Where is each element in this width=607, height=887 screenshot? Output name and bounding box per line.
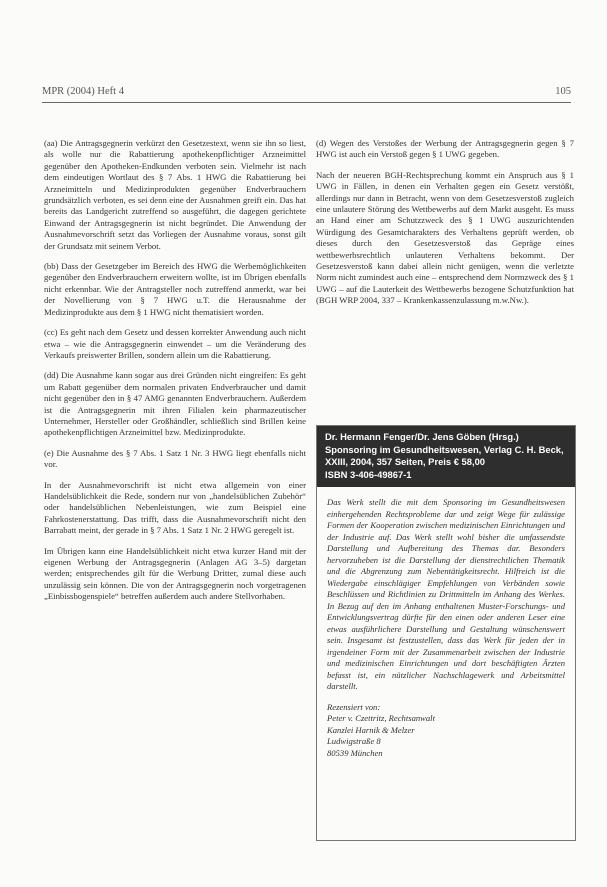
page-number: 105 [555, 86, 571, 97]
page-header [42, 86, 571, 100]
review-text: Das Werk stellt die mit dem Sponsoring im Gesundheitswesen einhergehenden Rechtsprobleme dar und zeigt Wege für zulässige Formen der Kooperation zwischen medizinischen Einrichtungen und der Industrie auf. Das Werk stellt wohl bisher die umfassendste Darstellung und Aufbereitung des Themas dar. Besonders hervorzuheben ist die Darstellung der dienstrechtlichen Thematik und die Abgrenzung zum Nebentätigkeitsrecht. Hilfreich ist die Wiedergabe einschlägiger Empfehlungen von Verbänden sowie Beschlüssen und Richtlinien zu Drittmitteln im Anhang des Werkes. In Bezug auf den im Anhang enthaltenen Muster-Forschungs- und Entwicklungsvertrag dürfte für den einen oder anderen Leser eine etwas ausführlichere Darstellung und Gestaltung wünschenswert sein. Insgesamt ist festzustellen, dass das Werk für jeden der in irgendeiner Form mit der Zusammenarbeit zwischen der Industrie und medizinischen Einrichtungen und dort beschäftigten Ärzten befasst ist, ein nützlicher Nachschlagewerk und Arbeitsmittel darstellt. [327, 497, 565, 692]
reviewer-label: Rezensiert von: [327, 701, 381, 712]
book-editors: Dr. Hermann Fenger/Dr. Jens Göben (Hrsg.) [325, 431, 519, 442]
left-column [44, 138, 306, 612]
reviewer-city: 80539 München [327, 747, 383, 758]
paragraph: (aa) Die Antragsgegnerin verkürzt den Gesetzestext, wenn sie ihn so liest, als wolle nur die Rabattierung apothekenpflichtiger Arzneimittel gegenüber den Apotheken-Endkunden verboten sein. Vielmehr ist nach dem eindeutigen Wortlaut des § 7 Abs. 1 HWG die Rabattierung bei Arzneimitteln und Medizinprodukten gegenüber Endverbrauchern grundsätzlich verboten, es sei denn eine der Ausnahmen greift ein. Das hat bereits das Landgericht zutreffend so ausgeführt, die dagegen gerichtete Einwand der Antragsgegnerin ist nicht begründet. Die Anwendung der Ausnahmevorschrift setzt das Vorliegen der Ausnahme voraus, sonst gilt der Grundsatz mit seinem Verbot. [44, 138, 306, 251]
paragraph: (dd) Die Ausnahme kann sogar aus drei Gründen nicht eingreifen: Es geht um Rabatt gegenüber dem normalen privaten Endverbraucher und damit nicht gegenüber den in § 47 AMG genannten Endverbrauchern. Außerdem ist die Antragsgegnerin mit ihren Filialen kein pharmazeutischer Unternehmer, Hersteller oder Großhändler, schließlich sind Brillen keine apothekenpflichtigen Arzneimittel bzw. Medizinprodukte. [44, 370, 306, 438]
book-review-header [317, 426, 575, 487]
journal-citation: MPR (2004) Heft 4 [42, 86, 124, 97]
book-details: XXIII, 2004, 357 Seiten, Preis € 58,00 [325, 456, 486, 468]
reviewer-street: Ludwigstraße 8 [327, 736, 381, 747]
header-rule [42, 102, 571, 103]
reviewer-firm: Kanzlei Harnik & Melzer [327, 724, 415, 735]
paragraph: (e) Die Ausnahme des § 7 Abs. 1 Satz 1 Nr. 3 HWG liegt ebenfalls nicht vor. [44, 447, 306, 470]
paragraph: Nach der neueren BGH-Rechtsprechung kommt ein Anspruch aus § 1 UWG in Fällen, in denen ein Verhalten gegen ein Gesetz verstößt, allerdings nur dann in Betracht, wenn von dem Gesetzesverstoß zugleich eine unlautere Störung des Wettbewerbs auf dem Markt ausgeht. Es muss an Hand einer am Schutzzweck des § 1 UWG auszurichtenden Würdigung des Gesamtcharakters des Verhaltens geprüft werden, ob dieses durch den Gesetzesverstoß das Gepräge eines wettbewerbsrechtlich unlauteren Verhaltens bekommt. Der Gesetzesverstoß kann dabei allein nicht genügen, wenn die verletzte Norm nicht zumindest auch eine – entsprechend dem Normzweck des § 1 UWG – auf die Lauterkeit des Wettbewerbs bezogene Schutzfunktion hat (BGH WRP 2004, 337 – Krankenkassenzulassung m.w.Nw.). [316, 169, 574, 306]
paragraph: Im Übrigen kann eine Handelsüblichkeit nicht etwa kurzer Hand mit der eigenen Werbung der Antragsgegnerin (Anlagen AG 3–5) dargetan werden; entsprechendes gilt für die Werbung Dritter, zumal diese auch unzulässig sein können. Die von der Antragsgegnerin noch vorgetragenen „Einbissbogenspiele“ betreffen außerdem auch andere Stellvorhaben. [44, 545, 306, 602]
paragraph: In der Ausnahmevorschrift ist nicht etwa allgemein von einer Handelsüblichkeit die Rede, sondern nur von „handelsüblichen Zubehör“ oder handelsüblichen Nebenleistungen, wie zum Beispiel eine Fahrkostenerstattung. Das trifft, dass die Ausnahmevorschrift nicht den Barrabatt meint, der gerade in § 7 Abs. 1 Satz 1 Nr. 2 HWG geregelt ist. [44, 479, 306, 536]
right-column [316, 138, 574, 316]
reviewer-block [327, 702, 565, 760]
book-review-body [317, 487, 575, 759]
book-isbn: ISBN 3-406-49867-1 [325, 468, 412, 480]
paragraph: (cc) Es geht nach dem Gesetz und dessen korrekter Anwendung auch nicht etwa – wie die Antragsgegnerin einwendet – um die Veränderung des Verkaufs preiswerter Brillen, sondern allein um die Rabattierung. [44, 327, 306, 360]
paragraph: (d) Wegen des Verstoßes der Werbung der Antragsgegnerin gegen § 7 HWG ist auch ein Verstoß gegen § 1 UWG gegeben. [316, 138, 574, 160]
paragraph: (bb) Dass der Gesetzgeber im Bereich des HWG die Werbemöglichkeiten gegenüber den Endverbrauchern erweitern wollte, ist im Übrigen ebenfalls nicht erkennbar. Wie der Antragsteller noch zutreffend anmerkt, war bei der Novellierung von § 7 HWG u.T. die Herausnahme der Medizinprodukte aus dem § 1 HWG nicht thematisiert worden. [44, 261, 306, 317]
book-review-box [316, 425, 576, 841]
book-title: Sponsoring im Gesundheitswesen, Verlag C. H. Beck, [325, 443, 564, 455]
reviewer-name: Peter v. Czettritz, Rechtsanwalt [327, 713, 435, 724]
